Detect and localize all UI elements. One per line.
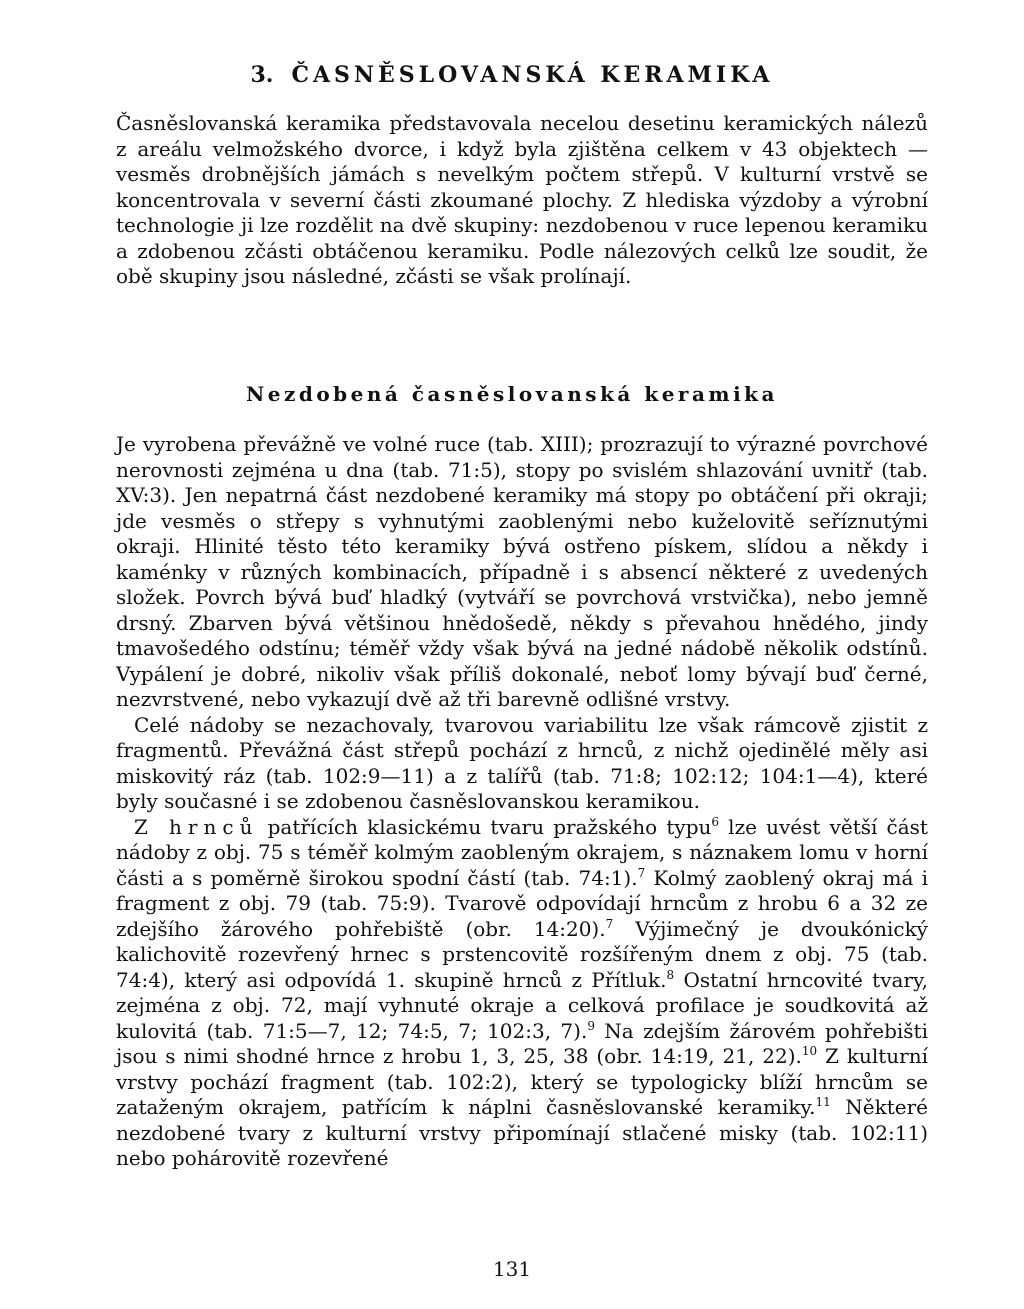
chapter-title [0,58,1024,92]
footnote-ref-11: 11 [815,1095,831,1109]
section-heading: Nezdobená časněslovanská keramika [245,382,779,406]
footnote-ref-8: 8 [666,967,675,982]
text-segment: Výjimečný je dvoukónický kalichovitě rozevřený hrnec s prstencovitě rozšířeným dnem z obj. 75 (tab. 74:4), který asi odpovídá 1. skupině hrnců z Přítluk. [116,916,928,992]
section-body [116,432,928,1172]
footnote-ref-10: 10 [801,1044,818,1058]
paragraph-2: Celé nádoby se nezachovaly, tvarovou variabilitu lze však rámcově zjistit z fragmentů. Převážná část střepů pochází z hrnců, z nichž ojedinělé měly asi miskovitý ráz (tab. 102:9—11) a z talířů (tab. 71:8; 102:12; 104:1—4), které byly současné i se zdobenou časněslovanskou keramikou. [116,712,928,813]
paragraph-1: Je vyrobena převážně ve volné ruce (tab. XIII); prozrazují to výrazné povrchové nerovnosti zejména u dna (tab. 71:5), stopy po svislém shlazování uvnitř (tab. XV:3). Jen nepatrná část nezdobené keramiky má stopy po obtáčení při okraji; jde vesměs o střepy s vyhnutými zaoblenými nebo kuželovitě seříznutými okraji. Hlinité těsto této keramiky bývá ostřeno pískem, slídou a někdy i kaménky v různých kombinacích, případně i s absencí některé z uvedených složek. Povrch bývá buď hladký (vytváří se povrchová vrstvička), nebo jemně drsný. Zbarven bývá většinou hnědošedě, někdy s převahou hnědého, jindy tmavošedého odstínu; téměř vždy však bývá na jedné nádobě několik odstínů. Vypálení je dobré, nikoliv však příliš dokonalé, neboť lomy bývají buď černé, nezvrstvené, nebo vykazují dvě až tři barevně odlišné vrstvy. [116,432,928,711]
footnote-ref-6: 6 [711,814,720,829]
text-segment: Některé nezdobené tvary z kulturní vrstvy připomínají stlačené misky (tab. 102:11) nebo pohárovitě rozevřené [116,1095,928,1170]
text-segment: Ostatní hrncovité tvary, zejména z obj. 72, mají vyhnuté okraje a celková profilace je soudkovitá až kulovitá (tab. 71:5—7, 12; 74:5, 7; 102:3, 7). [116,967,928,1043]
paragraph-3 [116,815,928,1172]
footnote-ref-9: 9 [587,1018,595,1033]
chapter-number: 3. [250,62,274,88]
text-segment: lze uvést větší část nádoby z obj. 75 s téměř kolmým zaobleným okrajem, s náznakem lomu v horní části a s poměrně širokou spodní částí (tab. 74:1). [116,814,928,890]
page-number: 131 [492,1257,532,1281]
spaced-emphasis: Z hrnců [134,814,259,839]
intro-paragraph: Časněslovanská keramika představovala necelou desetinu keramických nálezů z areálu velmožského dvorce, i když byla zjištěna celkem v 43 objektech — vesměs drobnějších jámách s nevelkým počtem střepů. V kulturní vrstvě se koncentrovala v severní části zkoumané plochy. Z hlediska výzdoby a výrobní technologie ji lze rozdělit na dvě skupiny: nezdobenou v ruce lepenou keramiku a zdobenou zčásti obtáčenou keramiku. Podle nálezových celků lze soudit, že obě skupiny jsou následné, zčásti se však prolínají. [116,111,928,288]
footnote-ref-7: 7 [605,916,614,931]
text-segment: Kolmý zaoblený okraj má i fragment z obj. 79 (tab. 75:9). Tvarově odpovídají hrncům z hrobu 6 a 32 ze zdejšího žárového pohřebiště (obr. 14:20). [116,865,928,941]
text-segment: patřících klasickému tvaru pražského typu [258,814,712,839]
text-segment: Na zdejším žárovém pohřebišti jsou s nimi shodné hrnce z hrobu 1, 3, 25, 38 (obr. 14:19, 21, 22). [116,1018,928,1068]
text-segment: Z kulturní vrstvy pochází fragment (tab. 102:2), který se typologicky blíží hrncům se zataženým okrajem, patřícím k náplni časněslovanské keramiky. [116,1044,928,1119]
footnote-ref-7: 7 [637,865,646,880]
chapter-title-text: ČASNĚSLOVANSKÁ KERAMIKA [291,62,774,88]
intro-block [116,111,928,290]
